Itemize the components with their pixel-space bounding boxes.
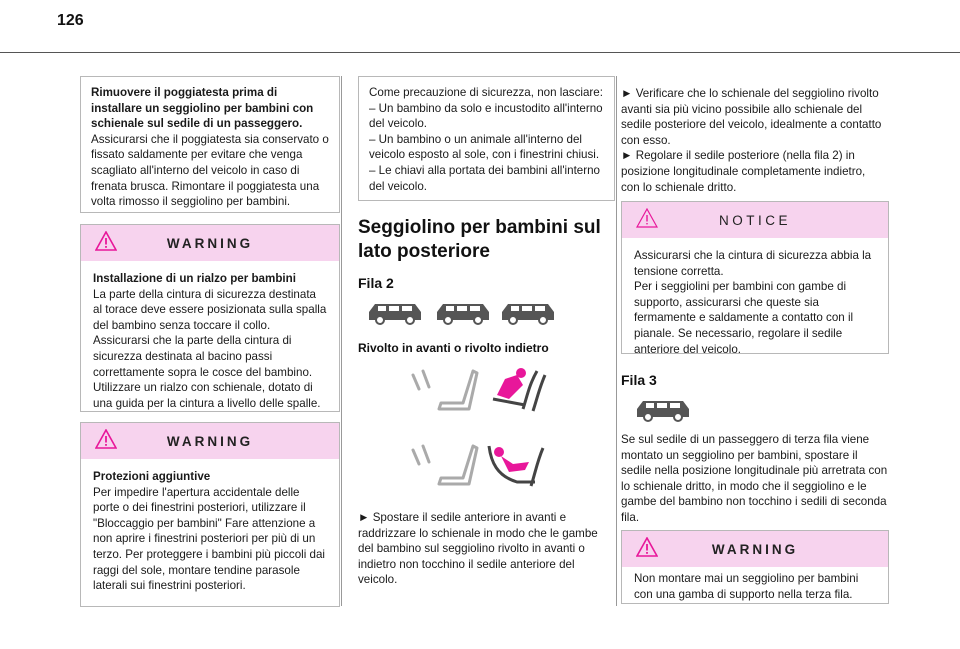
vehicle-icon [433,298,493,326]
warning-label: WARNING [166,433,254,449]
front-seat-instruction: ► Spostare il sedile anteriore in avanti e raddrizzare lo schienale in modo che le gambe del bambino sul seggiolino rivolto in avanti o indietro non tocchino il sedile anteriore del veicolo. [358,511,598,587]
warning-header [81,423,339,459]
warning-heading: Installazione di un rialzo per bambini [93,272,296,285]
warning-body: Non montare mai un seggiolino per bambini con una gamba di supporto nella terza fila. [634,572,859,601]
headrest-info-box [80,76,340,213]
rear-seat-instructions: ► Verificare che lo schienale del seggiolino rivolto avanti sia più vicino possibile allo schienale del sedile posteriore del veicolo, idealmente a contatto con esso. ► Regolare il sedile posteriore (nella fila 2) in posizione longitudinale completamente indietro, con lo schienale dritto. [621,87,882,194]
precaution-item: – Un bambino da solo e incustodito all'interno del veicolo. [369,101,603,131]
column-divider [616,76,617,606]
warning-body: La parte della cintura di sicurezza destinata al torace deve essere posizionata sulla spalla del bambino senza toccare il collo. Assicurarsi che la parte della cintura di sicurezza destinata al bacino passi correttamente sopra le cosce del bambino. Utilizzare un rialzo con schienale, dotato di una guida per la cintura a livello delle spalle. [93,287,327,410]
row3-body: Se sul sedile di un passeggero di terza fila viene montato un seggiolino per bambini, spostare il sedile nella posizione longitudinale più arretrata con lo schienale dritto, in modo che il seggiolino e le gambe del bambino non tocchino i sedili di seconda fila. [621,433,888,524]
section-title: Seggiolino per bambini sul lato posteriore [358,217,601,262]
warning-triangle-icon [636,537,658,557]
warning-box-booster [80,224,340,412]
vehicle-icon [632,395,694,423]
vehicle-icon [365,298,425,326]
warning-body: Per impedire l'apertura accidentale delle porte o dei finestrini posteriori, utilizzare il "Bloccaggio per bambini" Fare attenzione a non aprire i finestrini posteriori per più di un terzo. Per proteggere i bambini più piccoli dai raggi del sole, montare tendine parasole laterali sui finestrini posteriori. [93,485,325,593]
page-number: 126 [57,12,84,29]
seat-forward-facing-icon [405,365,555,415]
orientation-title: Rivolto in avanti o rivolto indietro [358,341,549,355]
notice-header [622,202,888,238]
notice-body: Assicurarsi che la cintura di sicurezza abbia la tensione corretta. Per i seggiolini per bambini con gambe di supporto, assicurarsi che queste sia fermamente e saldamente a contatto con il pianale. Se necessario, regolare il sedile anteriore del veicolo. [634,249,872,356]
column-divider [341,76,342,606]
headrest-heading: Rimuovere il poggiatesta prima di installare un seggiolino per bambini con schienale sul sedile di un passeggero. [91,86,314,131]
precaution-item: – Un bambino o un animale all'interno del veicolo esposto al sole, con i finestrini chiusi. [369,132,600,162]
notice-box [621,201,889,354]
warning-heading: Protezioni aggiuntive [93,470,211,483]
warning-triangle-icon [95,429,117,449]
row3-title: Fila 3 [621,372,657,388]
warning-label: WARNING [166,235,254,251]
seat-rear-facing-icon [405,440,555,490]
vehicle-icon [498,298,558,326]
warning-header [622,531,888,567]
warning-label: WARNING [711,541,799,557]
precaution-item: – Le chiavi alla portata dei bambini all'interno del veicolo. [369,163,601,193]
header-rule [0,52,960,53]
warning-box-protection [80,422,340,607]
precaution-box [358,76,615,201]
headrest-body: Assicurarsi che il poggiatesta sia conservato o fissato saldamente per evitare che venga scagliato all'interno del veicolo in caso di frenata brusca. Rimontare il poggiatesta una volta rimosso il seggiolino per bambini. [91,132,329,209]
row2-title: Fila 2 [358,275,394,291]
precaution-intro: Come precauzione di sicurezza, non lasciare: [369,86,603,99]
warning-triangle-icon [95,231,117,251]
warning-box-row3 [621,530,889,604]
warning-header [81,225,339,261]
notice-label: NOTICE [718,212,791,228]
notice-triangle-icon [636,208,658,228]
